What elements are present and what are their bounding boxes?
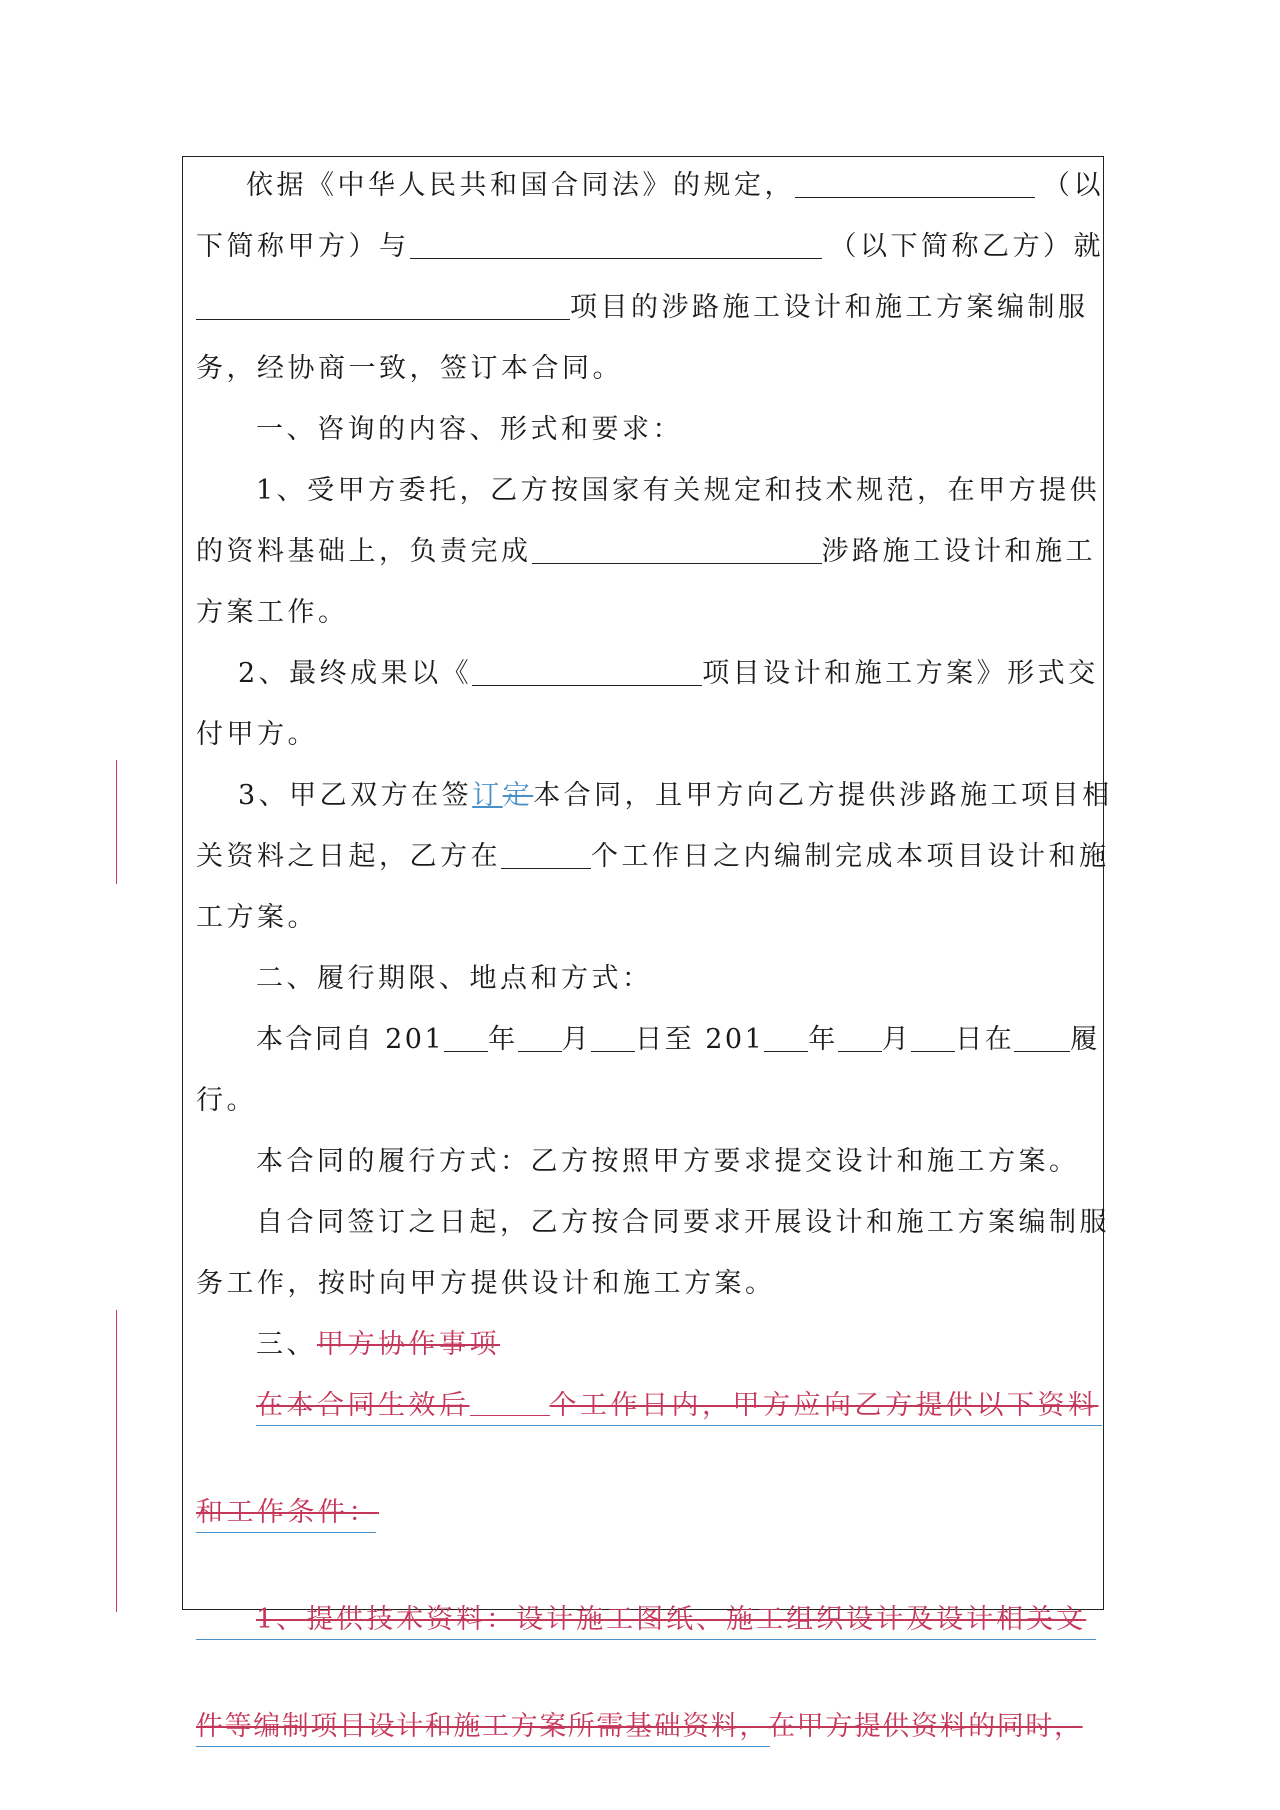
- party-b-blank[interactable]: [410, 228, 822, 259]
- section-3-heading: 三、甲方协作事项: [256, 1329, 500, 1360]
- revision-bar: [116, 760, 117, 884]
- insertion-underline: [196, 1532, 376, 1533]
- item-1-line-3: 方案工作。: [196, 597, 349, 628]
- item-3-line-3: 工方案。: [196, 902, 318, 933]
- inserted-text: 订: [472, 780, 503, 811]
- deliverable-blank[interactable]: [472, 655, 702, 686]
- preamble-line-1: 依据《中华人民共和国合同法》的规定， （以: [196, 163, 1096, 209]
- schedule-line-2: 务工作，按时向甲方提供设计和施工方案。: [196, 1268, 776, 1299]
- end-day-blank[interactable]: [911, 1021, 955, 1052]
- term-dates-line: 本合同自 201 年 月 日至 201 年 月 日在 履: [196, 1017, 1096, 1063]
- start-year-blank[interactable]: [444, 1021, 488, 1052]
- revision-bar: [116, 1310, 117, 1612]
- method-line: 本合同的履行方式：乙方按照甲方要求提交设计和施工方案。: [256, 1146, 1080, 1177]
- insertion-underline: [196, 1746, 770, 1747]
- item-1-line-2: 的资料基础上，负责完成 涉路施工设计和施工: [196, 529, 1096, 575]
- section-3-para-line-2: 和工作条件：: [196, 1490, 1096, 1536]
- preamble-line-3: 项目的涉路施工设计和施工方案编制服: [196, 285, 1096, 331]
- section-3-item-1-line-1: 1、提供技术资料：设计施工图纸、施工组织设计及设计相关文: [196, 1597, 1096, 1643]
- deleted-text: 定: [502, 780, 534, 811]
- start-month-blank[interactable]: [518, 1021, 562, 1052]
- item-2-line-1: 2、最终成果以《 项目设计和施工方案》形式交: [196, 651, 1096, 697]
- project-name-blank[interactable]: [196, 289, 570, 320]
- insertion-underline: [256, 1425, 1102, 1426]
- end-year-blank[interactable]: [764, 1021, 808, 1052]
- item-1-line-1: 1、受甲方委托，乙方按国家有关规定和技术规范，在甲方提供: [256, 475, 1101, 506]
- preamble-line-2: 下简称甲方）与 （以下简称乙方）就: [196, 224, 1096, 270]
- insertion-underline: [196, 1639, 1096, 1640]
- location-blank[interactable]: [1014, 1021, 1070, 1052]
- deleted-blank: [470, 1391, 550, 1416]
- party-a-blank[interactable]: [795, 167, 1035, 198]
- scope-blank[interactable]: [532, 533, 822, 564]
- item-2-line-2: 付甲方。: [196, 719, 318, 750]
- working-days-blank[interactable]: [501, 838, 591, 869]
- section-1-heading: 一、咨询的内容、形式和要求：: [256, 414, 683, 445]
- term-line-2: 行。: [196, 1085, 257, 1116]
- deleted-text: 甲方协作事项: [317, 1329, 500, 1360]
- start-day-blank[interactable]: [591, 1021, 635, 1052]
- section-3-para-line-1: 在本合同生效后 个工作日内，甲方应向乙方提供以下资料: [196, 1383, 1096, 1429]
- end-month-blank[interactable]: [838, 1021, 882, 1052]
- schedule-line-1: 自合同签订之日起，乙方按合同要求开展设计和施工方案编制服: [256, 1207, 1110, 1238]
- item-3-line-2: 关资料之日起，乙方在 个工作日之内编制完成本项目设计和施: [196, 834, 1096, 880]
- preamble-line-4: 务，经协商一致，签订本合同。: [196, 353, 623, 384]
- item-3-line-1: 3、甲乙双方在签订定本合同，且甲方向乙方提供涉路施工项目相: [238, 780, 1113, 811]
- section-3-item-1-line-2: 件等编制项目设计和施工方案所需基础资料，在甲方提供资料的同时，: [196, 1704, 1096, 1750]
- section-2-heading: 二、履行期限、地点和方式：: [256, 963, 653, 994]
